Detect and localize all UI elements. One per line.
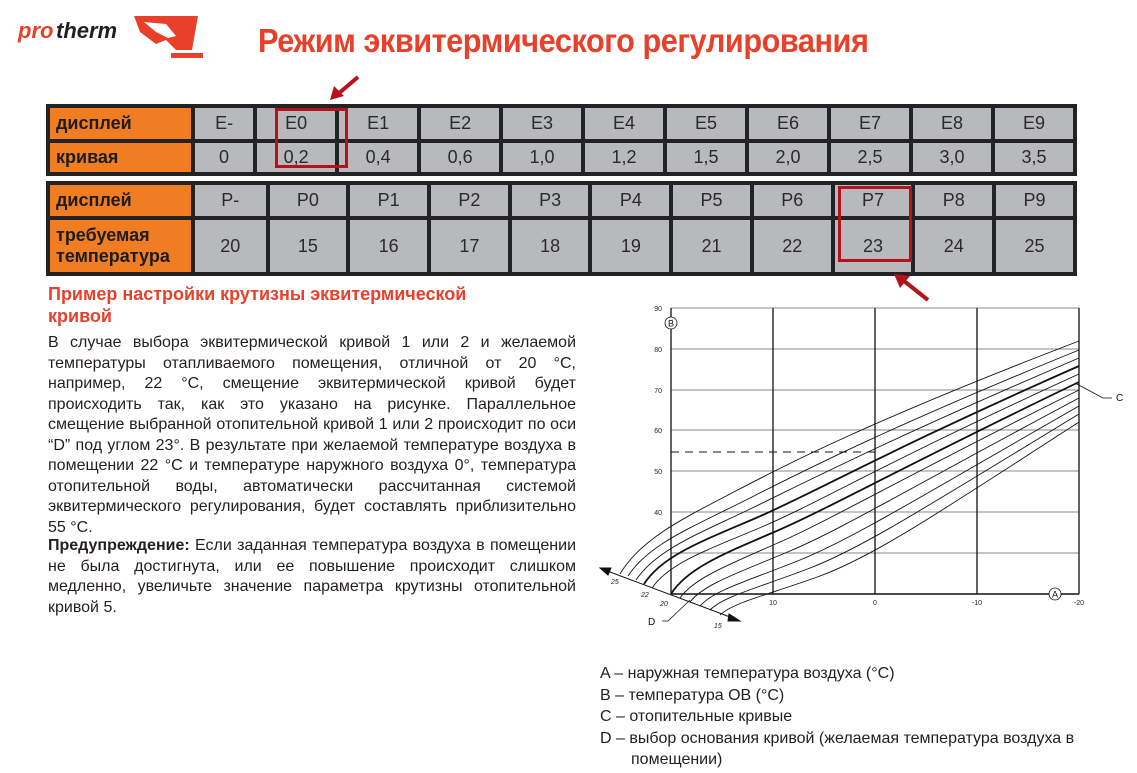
display-cell: P6 bbox=[752, 183, 833, 218]
curve-cell: 2,5 bbox=[829, 141, 911, 174]
required-temperature-label-line2: температура bbox=[56, 246, 170, 266]
legend-item-d-continued: помещении) bbox=[631, 751, 723, 768]
svg-text:90: 90 bbox=[654, 306, 662, 313]
svg-text:60: 60 bbox=[654, 428, 662, 435]
temp-cell: 22 bbox=[752, 218, 833, 274]
display-cell: P8 bbox=[913, 183, 994, 218]
svg-text:22: 22 bbox=[641, 592, 649, 599]
display-label: дисплей bbox=[48, 106, 193, 141]
annotation-c bbox=[1075, 383, 1123, 404]
annotation-b bbox=[665, 317, 677, 329]
section-title: Пример настройки крутизны эквитермической кривой bbox=[48, 284, 467, 326]
display-cell: E6 bbox=[747, 106, 829, 141]
temp-cell: 15 bbox=[268, 218, 349, 274]
display-cell: P7 bbox=[833, 183, 914, 218]
temp-cell: 24 bbox=[913, 218, 994, 274]
display-cell: E7 bbox=[829, 106, 911, 141]
display-cell: E3 bbox=[501, 106, 583, 141]
temp-cell: 21 bbox=[671, 218, 752, 274]
display-cell: E0 bbox=[255, 106, 337, 141]
legend-item-a: A – наружная температура воздуха (°C) bbox=[600, 665, 895, 682]
display-cell: E4 bbox=[583, 106, 665, 141]
highlight-p7 bbox=[838, 186, 912, 262]
heating-curve-chart bbox=[590, 296, 1137, 641]
svg-text:-10: -10 bbox=[971, 600, 983, 607]
svg-text:0: 0 bbox=[873, 600, 877, 607]
display-cell: P1 bbox=[348, 183, 429, 218]
svg-text:70: 70 bbox=[654, 388, 662, 395]
warning-paragraph bbox=[48, 536, 576, 618]
temp-cell: 19 bbox=[590, 218, 671, 274]
display-cell: P0 bbox=[268, 183, 349, 218]
display-cell: P2 bbox=[429, 183, 510, 218]
temp-display-row bbox=[48, 183, 1075, 218]
svg-text:C: C bbox=[1116, 393, 1124, 404]
highlight-e0 bbox=[275, 108, 348, 168]
curve-cell: 1,2 bbox=[583, 141, 665, 174]
example-paragraph: В случае выбора эквитермической кривой 1 или 2 и желаемой температуры отапливаемого помещения, отличной от 20 °C, например, 22 °C, смещение эквитермической кривой будет происходить так, как это указано на рисунке. Параллельное смещение выбранной отопительной кривой 1 или 2 происходит по оси “D” под углом 23°. В результате при желаемой температуре воздуха в помещении 22 °C и температуре наружного воздуха 0°, температура отопительной воды, автоматически рассчитанная системой эквитермического регулирования, будет составлять приблизительно 55 °C. bbox=[48, 334, 576, 536]
temp-cell: 18 bbox=[510, 218, 591, 274]
annotation-a bbox=[1049, 588, 1061, 600]
svg-text:-20: -20 bbox=[1073, 600, 1085, 607]
temp-cell: 20 bbox=[193, 218, 268, 274]
legend-item-c: C – отопительные кривые bbox=[600, 708, 793, 725]
temp-cell: 23 bbox=[833, 218, 914, 274]
display-cell: P3 bbox=[510, 183, 591, 218]
temperature-table bbox=[46, 181, 1077, 276]
display-cell: P4 bbox=[590, 183, 671, 218]
page-title: Режим эквитермического регулирования bbox=[258, 22, 869, 59]
chart-legend bbox=[600, 663, 1074, 771]
legend-item-d: D – выбор основания кривой (желаемая температура воздуха в bbox=[600, 729, 1075, 747]
warning-text: Если заданная температура воздуха в помещении не была достигнута, или ее повышение происходит слишком медленно, увеличьте значение параметра крутизны отопительной кривой 5. bbox=[48, 537, 576, 616]
curve-value-row bbox=[48, 141, 1075, 174]
display-cell: E2 bbox=[419, 106, 501, 141]
curve-cell: 0,4 bbox=[337, 141, 419, 174]
logo-text-pro: pro bbox=[18, 18, 54, 43]
svg-text:15: 15 bbox=[714, 623, 722, 630]
display-cell: E9 bbox=[993, 106, 1075, 141]
svg-text:10: 10 bbox=[769, 600, 777, 607]
y-tick-labels bbox=[654, 306, 662, 517]
logo-text-therm: therm bbox=[56, 18, 118, 43]
required-temperature-label bbox=[48, 218, 193, 274]
display-cell: E- bbox=[193, 106, 255, 141]
display-cell: E8 bbox=[911, 106, 993, 141]
curve-display-row bbox=[48, 106, 1075, 141]
curve-cell: 1,5 bbox=[665, 141, 747, 174]
svg-text:A: A bbox=[1051, 589, 1059, 600]
display-cell: P- bbox=[193, 183, 268, 218]
curve-cell: 0,2 bbox=[255, 141, 337, 174]
display-cell: P9 bbox=[994, 183, 1075, 218]
curve-cell: 0,6 bbox=[419, 141, 501, 174]
temp-cell: 17 bbox=[429, 218, 510, 274]
curve-cell: 0 bbox=[193, 141, 255, 174]
temp-value-row bbox=[48, 218, 1075, 274]
curve-cell: 3,5 bbox=[993, 141, 1075, 174]
svg-text:40: 40 bbox=[654, 510, 662, 517]
svg-text:B: B bbox=[667, 318, 675, 329]
curve-cell: 1,0 bbox=[501, 141, 583, 174]
temp-cell: 25 bbox=[994, 218, 1075, 274]
svg-text:80: 80 bbox=[654, 347, 662, 354]
warning-label: Предупреждение: bbox=[48, 537, 190, 554]
curve-cell: 2,0 bbox=[747, 141, 829, 174]
required-temperature-label-line1: требуемая bbox=[56, 225, 150, 245]
svg-text:25: 25 bbox=[611, 579, 619, 586]
curve-cell: 3,0 bbox=[911, 141, 993, 174]
display-cell: E1 bbox=[337, 106, 419, 141]
curve-label: кривая bbox=[48, 141, 193, 174]
curve-table bbox=[46, 104, 1077, 176]
display-cell: E5 bbox=[665, 106, 747, 141]
svg-text:D: D bbox=[648, 617, 656, 628]
svg-text:20: 20 bbox=[660, 601, 668, 608]
temp-cell: 16 bbox=[348, 218, 429, 274]
annotation-d bbox=[648, 600, 690, 628]
display-label: дисплей bbox=[48, 183, 193, 218]
protherm-logo bbox=[16, 10, 206, 58]
x-tick-labels bbox=[769, 600, 1084, 607]
d-axis-tick-labels bbox=[610, 579, 722, 630]
heating-curves bbox=[620, 341, 1079, 615]
display-cell: P5 bbox=[671, 183, 752, 218]
arrow-to-e0-icon bbox=[328, 74, 362, 102]
legend-item-b: B – температура ОВ (°C) bbox=[600, 686, 785, 704]
svg-text:50: 50 bbox=[654, 469, 662, 476]
